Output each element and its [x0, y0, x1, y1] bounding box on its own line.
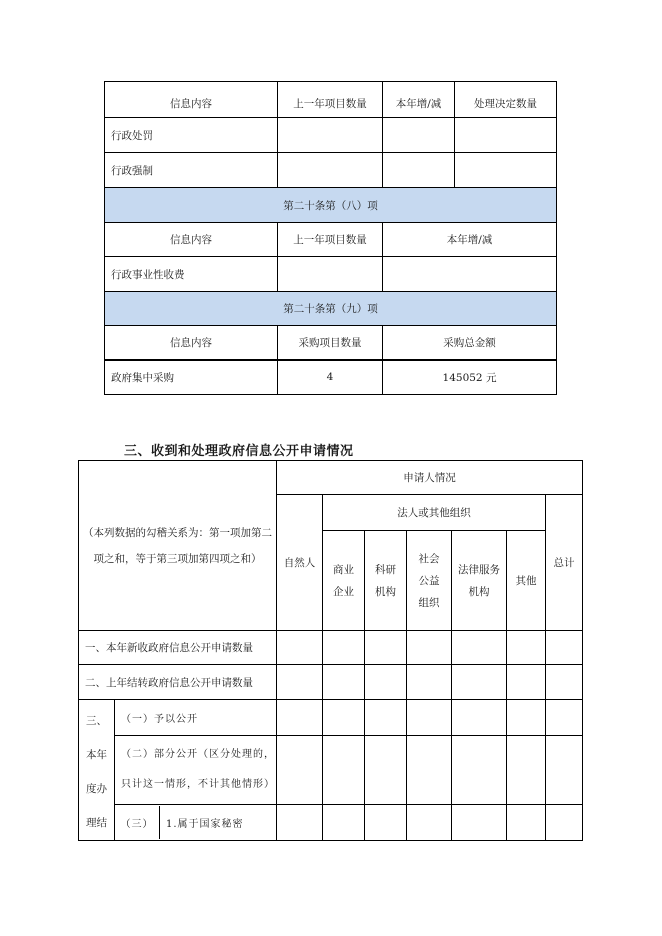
header-decision-count: 处理决定数量 [455, 82, 557, 118]
cell [407, 700, 452, 736]
cell [323, 665, 365, 700]
application-table [78, 460, 583, 841]
cell [383, 257, 557, 292]
cell [277, 631, 323, 665]
cell [323, 631, 365, 665]
cell [507, 700, 546, 736]
cell [546, 700, 583, 736]
cell [323, 735, 365, 804]
cell [277, 735, 323, 804]
row-carried-over: 二、上年结转政府信息公开申请数量 [79, 665, 277, 700]
research-header: 科研机构 [365, 531, 407, 631]
cell [546, 631, 583, 665]
cell [407, 805, 452, 841]
header-prev-year-count: 上一年项目数量 [278, 223, 383, 257]
note-cell: （本列数据的勾稽关系为：第一项加第二项之和，等于第三项加第四项之和） [79, 461, 277, 631]
cell [452, 805, 507, 841]
cell [507, 665, 546, 700]
other-header: 其他 [507, 531, 546, 631]
cell [407, 631, 452, 665]
social-header: 社会公益组织 [407, 531, 452, 631]
row-label-penalty: 行政处罚 [105, 118, 278, 153]
row-not-disclosed-label: （三） [115, 806, 160, 839]
procurement-amount: 145052 元 [383, 360, 557, 395]
row-disclosed: （一）予以公开 [115, 700, 277, 736]
header-info-content: 信息内容 [105, 326, 278, 360]
info-content-table [104, 81, 557, 395]
header-change: 本年增/减 [383, 223, 557, 257]
cell [455, 118, 557, 153]
cell [383, 153, 455, 188]
cell [452, 700, 507, 736]
row-label-fees: 行政事业性收费 [105, 257, 278, 292]
cell [277, 805, 323, 841]
cell [383, 118, 455, 153]
applicant-header: 申请人情况 [277, 461, 583, 495]
cell [277, 665, 323, 700]
cell [278, 153, 383, 188]
cell [277, 700, 323, 736]
cell [452, 665, 507, 700]
cell [546, 805, 583, 841]
row-label-enforcement: 行政强制 [105, 153, 278, 188]
cell [365, 735, 407, 804]
cell [407, 665, 452, 700]
cell [546, 735, 583, 804]
row-label-procurement: 政府集中采购 [105, 360, 278, 395]
header-info-content: 信息内容 [105, 82, 278, 118]
section-8-title: 第二十条第（八）项 [105, 188, 557, 223]
cell [365, 805, 407, 841]
header-prev-year-count: 上一年项目数量 [278, 82, 383, 118]
cell [507, 735, 546, 804]
cell [323, 805, 365, 841]
cell [507, 805, 546, 841]
cell [455, 153, 557, 188]
cell [507, 631, 546, 665]
section-9-title: 第二十条第（九）项 [105, 292, 557, 326]
natural-person-header: 自然人 [277, 495, 323, 631]
cell [278, 118, 383, 153]
row-processed-label: 三、本年度办理结 [79, 700, 115, 841]
commercial-header: 商业企业 [323, 531, 365, 631]
header-info-content: 信息内容 [105, 223, 278, 257]
row-new-requests: 一、本年新收政府信息公开申请数量 [79, 631, 277, 665]
cell [278, 257, 383, 292]
row-not-disclosed [115, 805, 277, 841]
cell [365, 631, 407, 665]
cell [407, 735, 452, 804]
cell [323, 700, 365, 736]
total-header: 总计 [546, 495, 583, 631]
header-purchase-count: 采购项目数量 [278, 326, 383, 360]
cell [546, 665, 583, 700]
cell [365, 700, 407, 736]
header-purchase-amount: 采购总金额 [383, 326, 557, 360]
row-state-secret: 1.属于国家秘密 [166, 819, 244, 831]
header-change: 本年增/减 [383, 82, 455, 118]
legal-service-header: 法律服务机构 [452, 531, 507, 631]
row-partially-disclosed: （二）部分公开（区分处理的，只计这一情形，不计其他情形） [115, 735, 277, 804]
procurement-count: 4 [278, 360, 383, 395]
cell [365, 665, 407, 700]
cell [452, 631, 507, 665]
cell [452, 735, 507, 804]
section-3-heading: 三、收到和处理政府信息公开申请情况 [124, 444, 354, 459]
legal-org-header: 法人或其他组织 [323, 495, 546, 531]
